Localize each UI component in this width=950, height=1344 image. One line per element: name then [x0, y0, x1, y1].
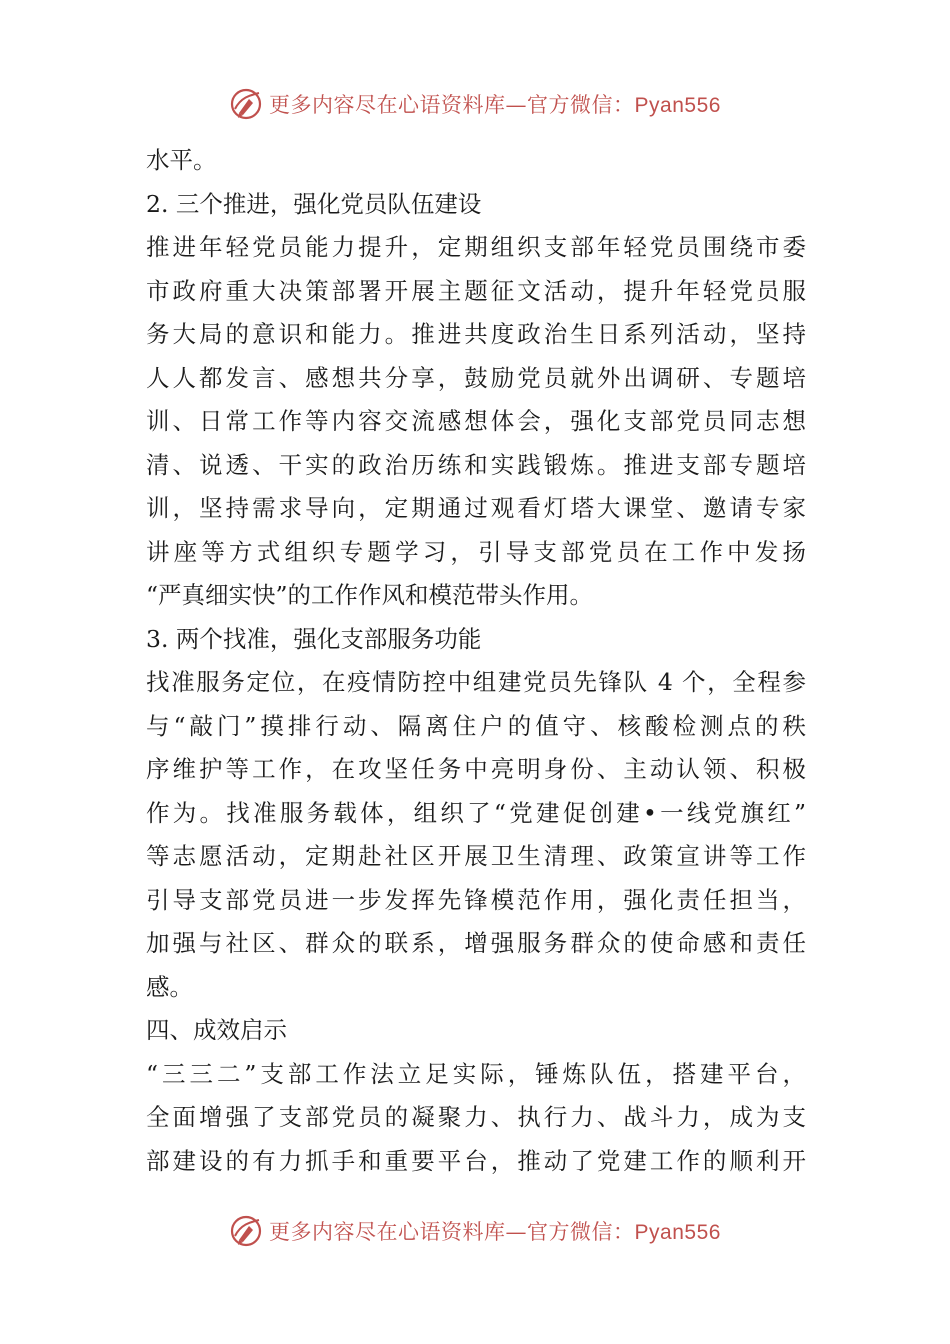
- text-line: 2. 三个推进，强化党员队伍建设: [146, 189, 482, 218]
- text-line: 感。: [146, 972, 193, 1001]
- header-banner: [0, 84, 950, 124]
- text-line: 全面增强了支部党员的凝聚力、执行力、战斗力，成为支: [146, 1103, 806, 1131]
- wechat-id: Pyan556: [634, 1221, 721, 1244]
- wechat-id: Pyan556: [634, 94, 721, 117]
- text-line: 等志愿活动，定期赴社区开展卫生清理、政策宣讲等工作: [146, 842, 806, 870]
- text-line: 讲座等方式组织专题学习，引导支部党员在工作中发扬: [146, 537, 806, 566]
- text-line: 四、成效启示: [146, 1016, 287, 1044]
- document-body: [146, 139, 806, 1183]
- text-line: 3. 两个找准，强化支部服务功能: [146, 624, 482, 653]
- text-line: 市政府重大决策部署开展主题征文活动，提升年轻党员服: [146, 276, 806, 305]
- text-line: 水平。: [146, 146, 217, 174]
- text-line: 清、说透、干实的政治历练和实践锻炼。推进支部专题培: [146, 450, 806, 479]
- pen-nib-logo-icon: [229, 1214, 263, 1248]
- text-line: 推进年轻党员能力提升，定期组织支部年轻党员围绕市委: [146, 233, 806, 261]
- text-line: 引导支部党员进一步发挥先锋模范作用，强化责任担当，: [146, 885, 806, 914]
- text-line: 训，坚持需求导向，定期通过观看灯塔大课堂、邀请专家: [146, 494, 806, 522]
- text-line: 人人都发言、感想共分享，鼓励党员就外出调研、专题培: [146, 363, 806, 392]
- text-line: “严真细实快”的工作作风和模范带头作用。: [146, 581, 594, 609]
- header-banner-text: 更多内容尽在心语资料库—官方微信：Pyan556: [269, 93, 721, 117]
- text-line: “三三二”支部工作法立足实际，锤炼队伍，搭建平台，: [146, 1059, 806, 1088]
- text-line: 部建设的有力抓手和重要平台，推动了党建工作的顺利开: [146, 1146, 806, 1175]
- text-line: 训、日常工作等内容交流感想体会，强化支部党员同志想: [146, 407, 806, 435]
- text-line: 作为。找准服务载体，组织了“党建促创建•一线党旗红”: [146, 798, 806, 827]
- text-line: 务大局的意识和能力。推进共度政治生日系列活动，坚持: [146, 320, 806, 348]
- text-line: 找准服务定位，在疫情防控中组建党员先锋队 4 个，全程参: [146, 668, 806, 696]
- text-line: 序维护等工作，在攻坚任务中亮明身份、主动认领、积极: [146, 755, 806, 783]
- footer-banner: [0, 1211, 950, 1251]
- text-line: 与“敲门”摸排行动、隔离住户的值守、核酸检测点的秩: [146, 711, 806, 740]
- pen-nib-logo-icon: [229, 87, 263, 121]
- text-line: 加强与社区、群众的联系，增强服务群众的使命感和责任: [146, 929, 806, 957]
- footer-banner-text: 更多内容尽在心语资料库—官方微信：Pyan556: [269, 1220, 721, 1244]
